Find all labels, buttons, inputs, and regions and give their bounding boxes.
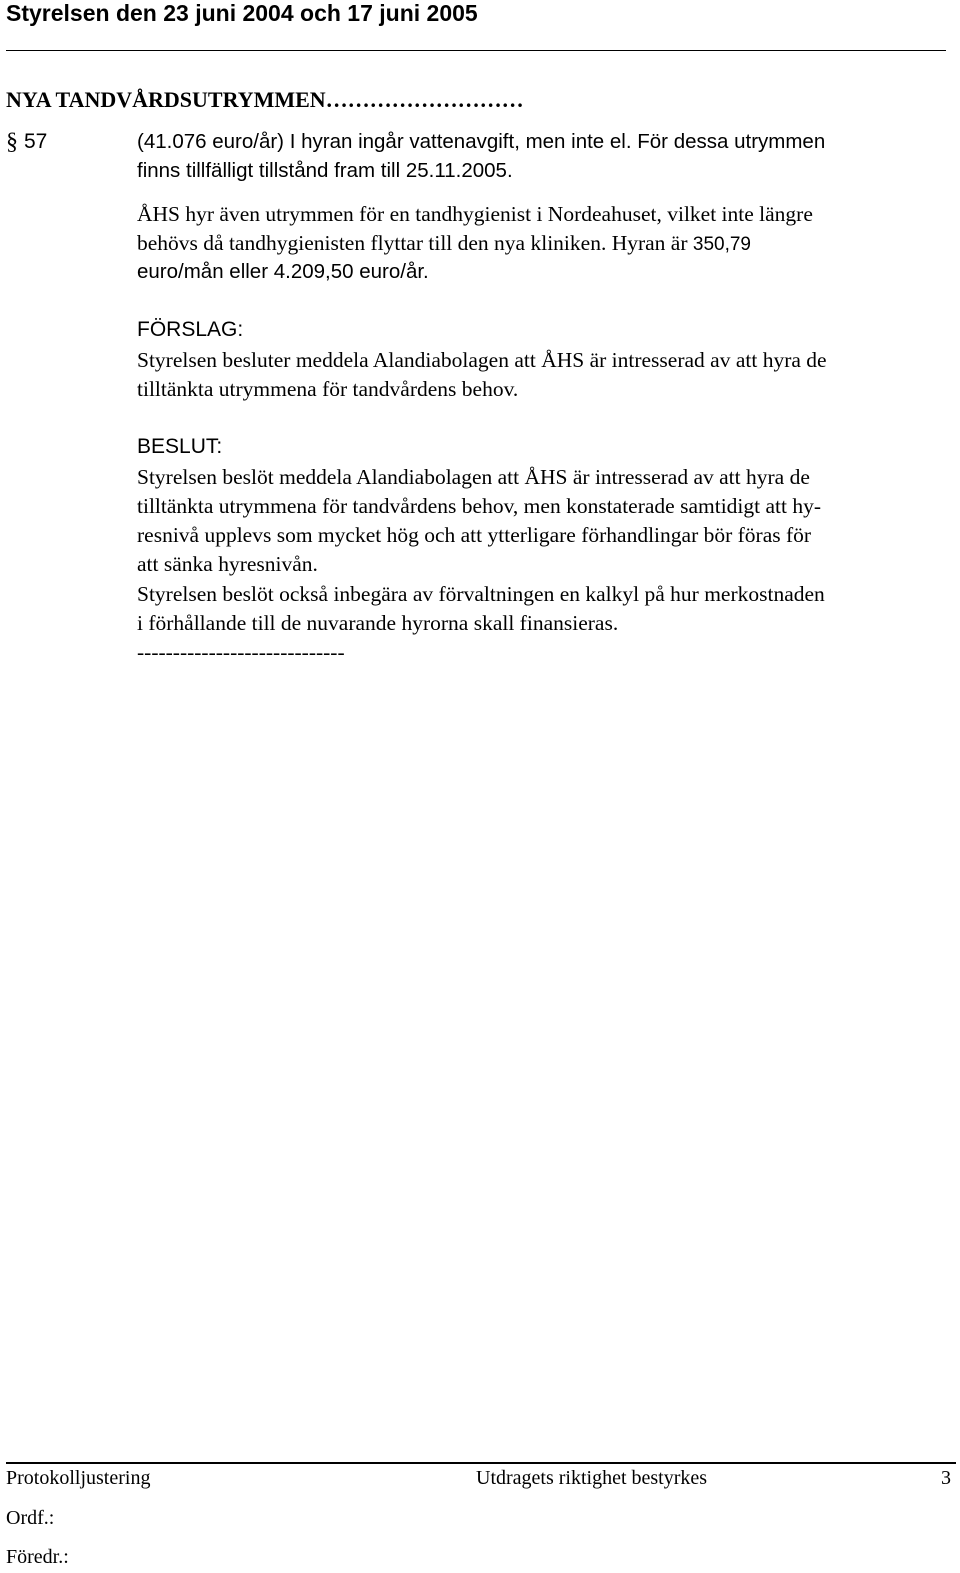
footer-ordf: Ordf.: — [6, 1507, 55, 1529]
body-line: i förhållande till de nuvarande hyrorna skall finansieras. — [137, 611, 619, 635]
body-line: tilltänkta utrymmena för tandvårdens behov, men konstaterade samtidigt att hy- — [137, 494, 822, 518]
body-line: ÅHS hyr även utrymmen för en tandhygienist i Nordeahuset, vilket inte längre — [137, 202, 813, 226]
footer-attestation: Utdragets riktighet bestyrkes — [476, 1467, 708, 1489]
footer-divider — [6, 1462, 956, 1464]
rent-amount: 350,79 — [692, 234, 751, 255]
section-sign: § — [6, 129, 18, 155]
page-number: 3 — [941, 1467, 951, 1489]
separator-line: ----------------------------- — [137, 640, 345, 664]
body-line: Styrelsen besluter meddela Alandiabolagen att ÅHS är intresserad av att hyra de — [137, 348, 827, 372]
body-text: behövs då tandhygienisten flyttar till den nya kliniken. Hyran är — [137, 231, 693, 255]
body-line: Styrelsen beslöt också inbegära av förvaltningen en kalkyl på hur merkostnaden — [137, 582, 825, 606]
body-line: resnivå upplevs som mycket hög och att ytterligare förhandlingar bör föras för — [137, 523, 812, 547]
body-line: tilltänkta utrymmena för tandvårdens behov. — [137, 377, 519, 401]
header-divider — [6, 50, 946, 51]
footer-protokolljustering: Protokolljustering — [6, 1467, 151, 1489]
decision-label: BESLUT: — [137, 435, 223, 458]
section-title: NYA TANDVÅRDSUTRYMMEN……………………… — [6, 87, 524, 112]
page-header-title: Styrelsen den 23 juni 2004 och 17 juni 2005 — [6, 0, 478, 26]
paragraph-number: 57 — [24, 130, 48, 153]
footer-foredr: Föredr.: — [6, 1546, 69, 1568]
body-line: (41.076 euro/år) I hyran ingår vattenavgift, men inte el. För dessa utrymmen — [137, 130, 826, 153]
body-line: att sänka hyresnivån. — [137, 552, 318, 576]
proposal-label: FÖRSLAG: — [137, 318, 244, 341]
body-line — [137, 229, 751, 259]
body-line: euro/mån eller 4.209,50 euro/år. — [137, 260, 429, 283]
body-line: finns tillfälligt tillstånd fram till 25.11.2005. — [137, 159, 513, 182]
body-line: Styrelsen beslöt meddela Alandiabolagen att ÅHS är intresserad av att hyra de — [137, 465, 810, 489]
